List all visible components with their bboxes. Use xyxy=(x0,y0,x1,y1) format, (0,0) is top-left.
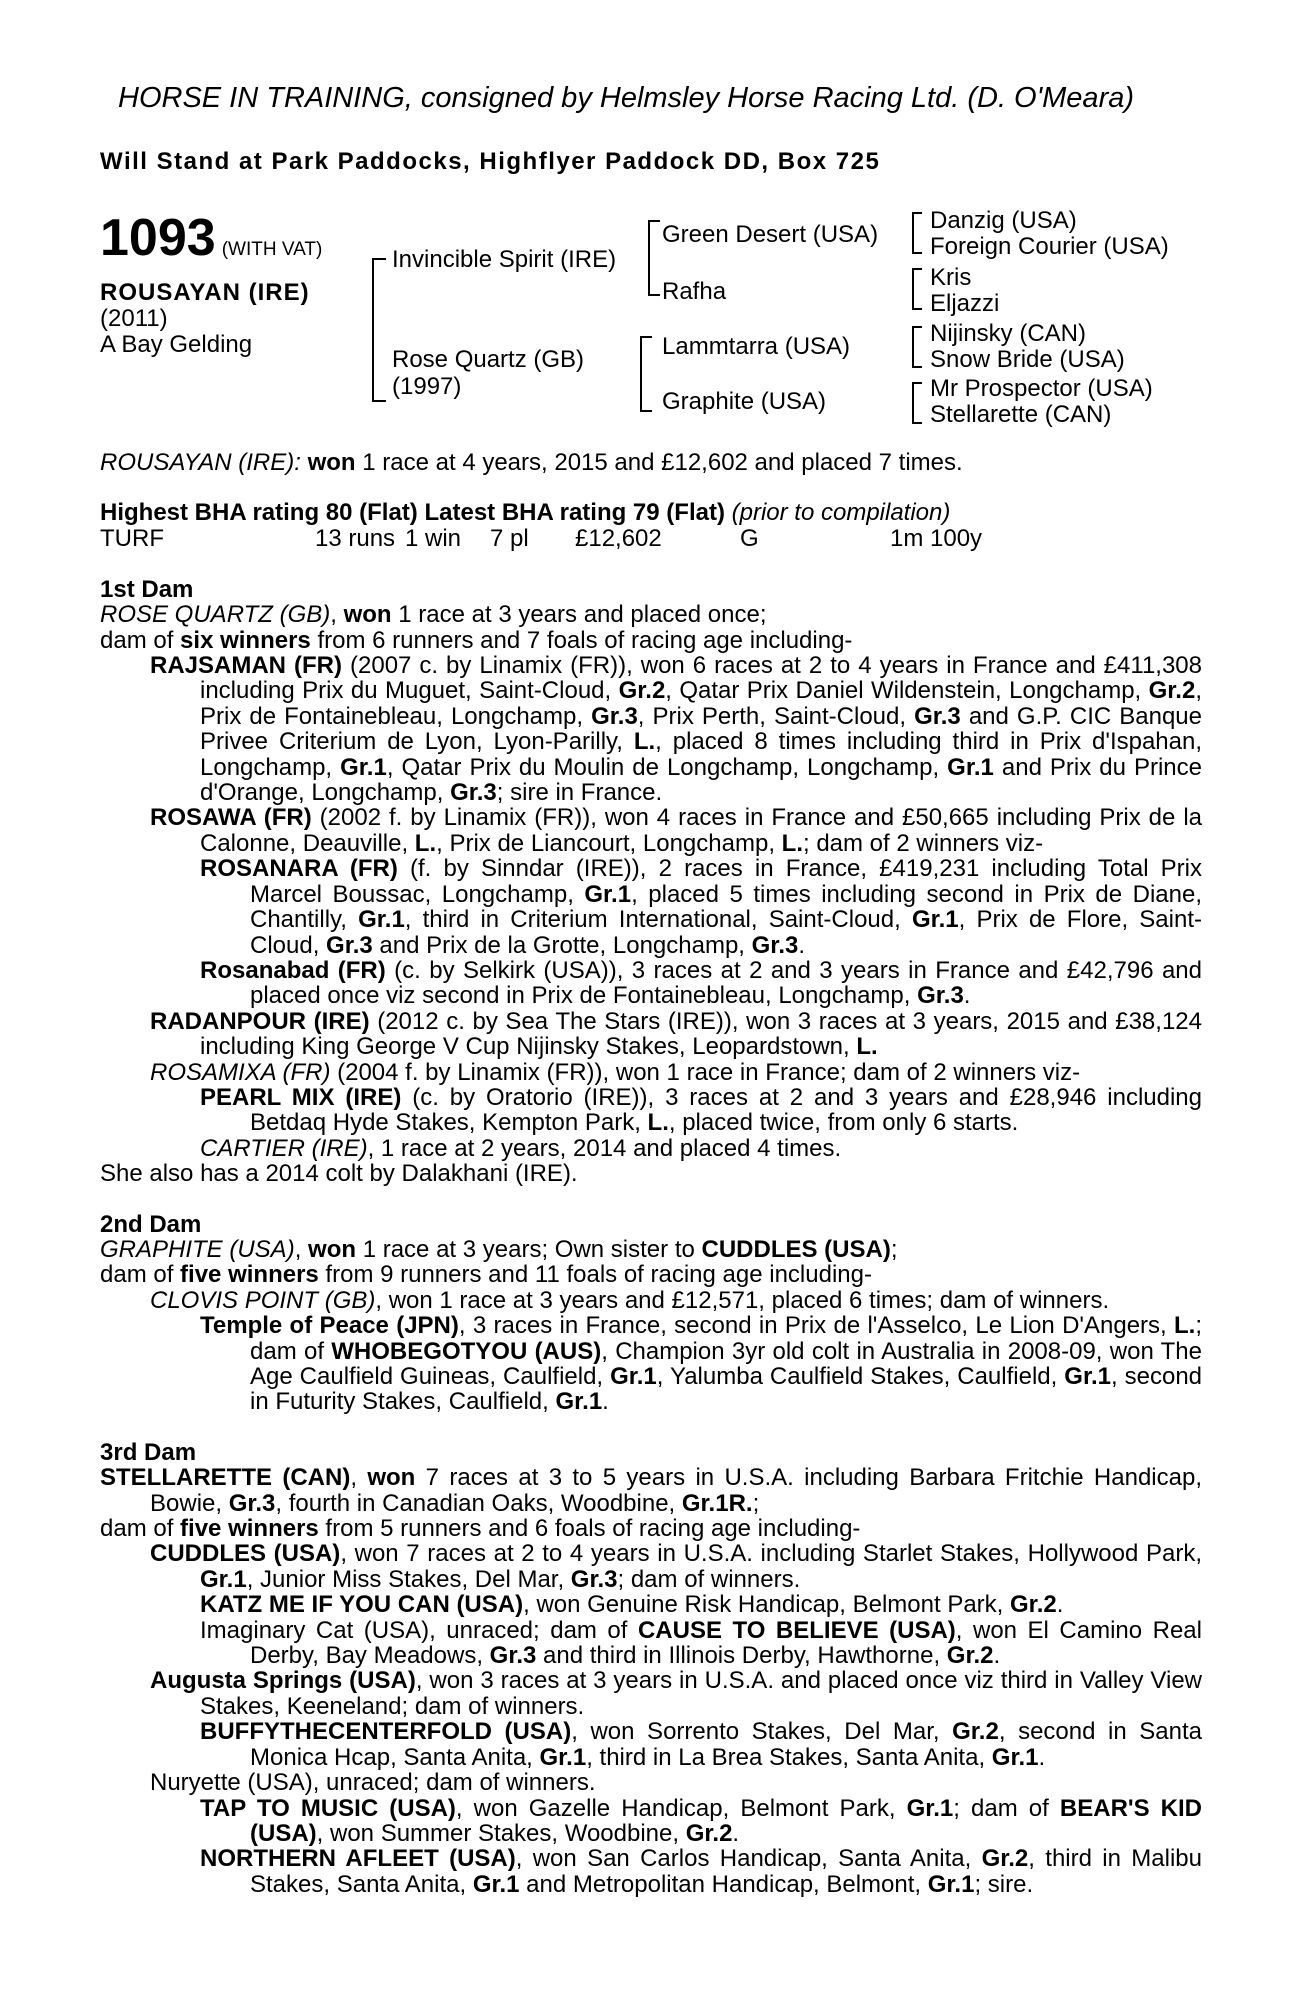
dam1-produce: dam of six winners from 6 runners and 7 foals of racing age including- xyxy=(100,626,853,654)
section-1st-dam: 1st Dam xyxy=(100,575,194,603)
pedigree-gs-8: Stellarette (CAN) xyxy=(930,401,1112,428)
produce-katz-me: KATZ ME IF YOU CAN (USA), won Genuine Risk Handicap, Belmont Park, Gr.2. xyxy=(200,1591,1064,1619)
pedigree-sire-sire: Green Desert (USA) xyxy=(662,221,879,248)
pedigree-gs-4: Eljazzi xyxy=(930,290,1000,317)
summary-won: won xyxy=(307,449,356,476)
turf-runs: 13 runs xyxy=(315,524,396,552)
produce-rosanabad: Rosanabad (FR) (c. by Selkirk (USA)), 3 races at 2 and 3 years in France and £42,796 and placed once viz second in Prix de Fontainebleau, Longchamp, Gr.3. xyxy=(200,956,1202,1010)
turf-prize: £12,602 xyxy=(575,524,662,552)
produce-clovis-point: CLOVIS POINT (GB), won 1 race at 3 years and £12,571, placed 6 times; dam of winners. xyxy=(150,1286,1110,1314)
produce-temple-of-peace: Temple of Peace (JPN), 3 races in France, second in Prix de l'Asselco, Le Lion D'Angers, L.; dam of WHOBEGOTYOU (AUS), Champion 3yr old colt in Australia in 2008-09, won The Age Caulfield Guineas, Caulfield, Gr.1, Yalumba Caulfield Stakes, Caulfield, Gr.1, second in Futurity Stakes, Caulfield, Gr.1. xyxy=(200,1312,1203,1416)
produce-pearl-mix: PEARL MIX (IRE) (c. by Oratorio (IRE)), 3 races at 2 and 3 years and £28,946 including Betdaq Hyde Stakes, Kempton Park, L., placed twice, from only 6 starts. xyxy=(200,1083,1202,1137)
turf-record xyxy=(100,526,1202,552)
section-2nd-dam: 2nd Dam xyxy=(100,1210,202,1238)
page-title: HORSE IN TRAINING, consigned by Helmsley Horse Racing Ltd. (D. O'Meara) xyxy=(118,82,1135,114)
pedigree-sire-dam: Rafha xyxy=(662,278,727,305)
gs-brace-1 xyxy=(912,212,922,254)
produce-imaginary-cat: Imaginary Cat (USA), unraced; dam of CAUSE TO BELIEVE (USA), won El Camino Real Derby, Bay Meadows, Gr.3 and third in Illinois Derby, Hawthorne, Gr.2. xyxy=(200,1616,1202,1670)
pedigree-dam: Rose Quartz (GB) xyxy=(392,346,585,373)
lot-number: 1093 xyxy=(100,209,216,267)
catalogue-body xyxy=(100,450,1202,1897)
pedigree-gs-2: Foreign Courier (USA) xyxy=(930,233,1169,260)
produce-rosamixa: ROSAMIXA (FR) (2004 f. by Linamix (FR)), won 1 race in France; dam of 2 winners viz- xyxy=(150,1058,1081,1086)
horse-summary xyxy=(100,450,1202,475)
pedigree-gs-6: Snow Bride (USA) xyxy=(930,346,1125,373)
dam1-line: ROSE QUARTZ (GB), won 1 race at 3 years and placed once; xyxy=(100,601,767,629)
section-3rd-dam: 3rd Dam xyxy=(100,1438,197,1466)
turf-surface: TURF xyxy=(100,524,164,552)
produce-augusta-springs: Augusta Springs (USA), won 3 races at 3 years in U.S.A. and placed once viz third in Valley View Stakes, Keeneland; dam of winners. xyxy=(150,1667,1202,1720)
produce-tap-to-music: TAP TO MUSIC (USA), won Gazelle Handicap, Belmont Park, Gr.1; dam of BEAR'S KID (USA), won Summer Stakes, Woodbine, Gr.2. xyxy=(200,1794,1203,1847)
ratings-bold: Highest BHA rating 80 (Flat) Latest BHA rating 79 (Flat) xyxy=(100,499,725,527)
pedigree-dam-sire: Lammtarra (USA) xyxy=(662,333,851,360)
pedigree-gs-5: Nijinsky (CAN) xyxy=(930,320,1086,347)
dam1-also: She also has a 2014 colt by Dalakhani (IRE). xyxy=(100,1160,578,1188)
gs-brace-3 xyxy=(912,326,922,368)
pedigree-dam-year: (1997) xyxy=(392,373,462,400)
produce-rosanara: ROSANARA (FR) (f. by Sinndar (IRE)), 2 races in France, £419,231 including Total Prix Marcel Boussac, Longchamp, Gr.1, placed 5 times including second in Prix de Diane, Chantilly, Gr.1, third in Criterium International, Saint-Cloud, Gr.1, Prix de Flore, Saint-Cloud, Gr.3 and Prix de la Grotte, Longchamp, Gr.3. xyxy=(200,855,1203,959)
stand-location: Will Stand at Park Paddocks, Highflyer Paddock DD, Box 725 xyxy=(100,148,881,175)
pedigree-gs-1: Danzig (USA) xyxy=(930,207,1077,234)
horse-description: A Bay Gelding xyxy=(100,331,253,358)
turf-placed: 7 pl xyxy=(490,524,529,552)
dam2-line: GRAPHITE (USA), won 1 race at 3 years; Own sister to CUDDLES (USA); xyxy=(100,1235,898,1263)
dam2-produce: dam of five winners from 9 runners and 11 foals of racing age including- xyxy=(100,1261,872,1289)
produce-buffythecenterfold: BUFFYTHECENTERFOLD (USA), won Sorrento Stakes, Del Mar, Gr.2, second in Santa Monica Hcap, Santa Anita, Gr.1, third in La Brea Stakes, Santa Anita, Gr.1. xyxy=(200,1718,1202,1771)
dam3-produce: dam of five winners from 5 runners and 6 foals of racing age including- xyxy=(100,1515,861,1543)
produce-rosawa: ROSAWA (FR) (2002 f. by Linamix (FR)), won 4 races in France and £50,665 including Prix de la Calonne, Deauville, L., Prix de Liancourt, Longchamp, L.; dam of 2 winners viz- xyxy=(150,804,1202,857)
turf-distance: 1m 100y xyxy=(890,524,983,552)
vat-label: (WITH VAT) xyxy=(221,239,323,260)
lot-number-block xyxy=(100,208,322,268)
turf-wins: 1 win xyxy=(405,524,462,552)
pedigree-dam-dam: Graphite (USA) xyxy=(662,388,827,415)
ratings-note: (prior to compilation) xyxy=(731,499,951,527)
dam3-line: STELLARETTE (CAN), won 7 races at 3 to 5 years in U.S.A. including Barbara Fritchie Handicap, Bowie, Gr.3, fourth in Canadian Oaks, Woodbine, Gr.1R.; xyxy=(100,1464,1202,1517)
pedigree-brace xyxy=(372,258,386,402)
produce-rajsaman: RAJSAMAN (FR) (2007 c. by Linamix (FR)), won 6 races at 2 to 4 years in France and £411,308 including Prix du Muguet, Saint-Cloud, Gr.2, Qatar Prix Daniel Wildenstein, Longchamp, Gr.2, Prix de Fontainebleau, Longchamp, Gr.3, Prix Perth, Saint-Cloud, Gr.3 and G.P. CIC Banque Privee Criterium de Lyon, Lyon-Parilly, L., placed 8 times including third in Prix d'Ispahan, Longchamp, Gr.1, Qatar Prix du Moulin de Longchamp, Longchamp, Gr.1 and Prix du Prince d'Orange, Longchamp, Gr.3; sire in France. xyxy=(150,652,1203,807)
produce-northern-afleet: NORTHERN AFLEET (USA), won San Carlos Handicap, Santa Anita, Gr.2, third in Malibu Stakes, Santa Anita, Gr.1 and Metropolitan Handicap, Belmont, Gr.1; sire. xyxy=(200,1845,1202,1898)
summary-text: 1 race at 4 years, 2015 and £12,602 and placed 7 times. xyxy=(362,449,963,476)
produce-cartier: CARTIER (IRE), 1 race at 2 years, 2014 and placed 4 times. xyxy=(200,1134,842,1162)
gs-brace-2 xyxy=(912,268,922,310)
summary-name: ROUSAYAN (IRE): xyxy=(100,449,301,476)
ratings-line xyxy=(100,500,1202,525)
pedigree-sire: Invincible Spirit (IRE) xyxy=(392,246,617,273)
sire-brace xyxy=(648,220,660,296)
gs-brace-4 xyxy=(912,382,922,424)
produce-nuryette: Nuryette (USA), unraced; dam of winners. xyxy=(150,1769,596,1797)
horse-year: (2011) xyxy=(100,305,168,332)
turf-going: G xyxy=(740,524,759,552)
dam-brace xyxy=(640,336,652,412)
produce-radanpour: RADANPOUR (IRE) (2012 c. by Sea The Stars (IRE)), won 3 races at 3 years, 2015 and £38,124 including King George V Cup Nijinsky Stakes, Leopardstown, L. xyxy=(150,1007,1202,1061)
produce-cuddles: CUDDLES (USA), won 7 races at 2 to 4 years in U.S.A. including Starlet Stakes, Hollywood Park, Gr.1, Junior Miss Stakes, Del Mar, Gr.3; dam of winners. xyxy=(150,1540,1202,1593)
pedigree-gs-7: Mr Prospector (USA) xyxy=(930,375,1153,402)
pedigree-gs-3: Kris xyxy=(930,264,972,291)
horse-name: ROUSAYAN (IRE) xyxy=(100,279,310,306)
horse-info xyxy=(100,280,310,358)
